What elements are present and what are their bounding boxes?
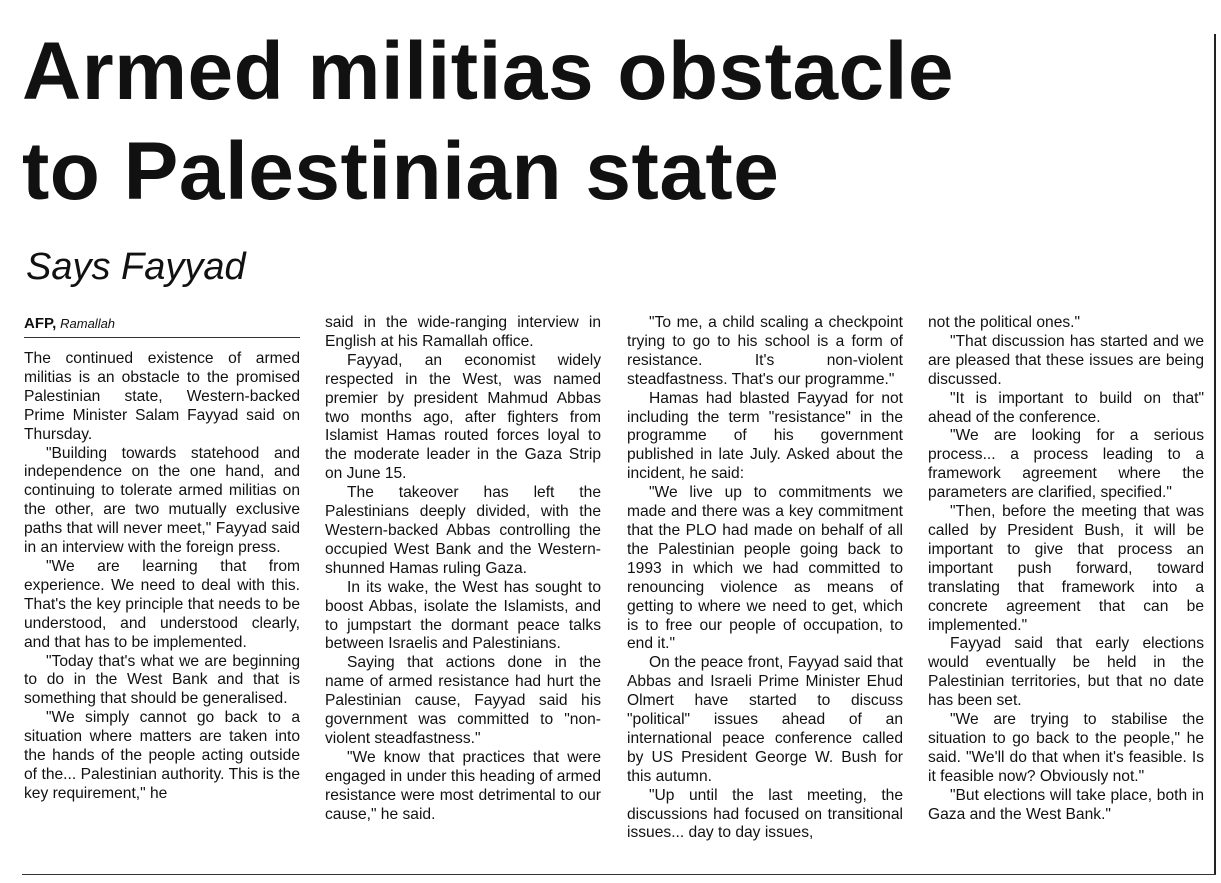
paragraph: "We are looking for a serious process... a process leading to a framework agreement where the parameters are clarified, specified." <box>928 427 1204 502</box>
column-4 <box>928 314 1204 824</box>
paragraph: "We know that practices that were engaged in under this heading of armed resistance were most detrimental to our cause," he said. <box>325 748 601 823</box>
headline-line-2: to Palestinian state <box>22 126 780 217</box>
paragraph: "We simply cannot go back to a situation where matters are taken into the hands of the people acting outside of the... Palestinian authority. This is the key requirement," he <box>24 709 300 802</box>
paragraph: "But elections will take place, both in Gaza and the West Bank." <box>928 786 1204 823</box>
column-1 <box>24 314 300 804</box>
paragraph: not the political ones." <box>928 314 1081 331</box>
paragraph: The continued existence of armed militias is an obstacle to the promised Palestinian state, Western-backed Prime Minister Salam Fayyad said on Thursday. <box>24 350 300 443</box>
paragraph: Fayyad, an economist widely respected in the West, was named premier by president Mahmud Abbas two months ago, after fighters from Islamist Hamas routed forces loyal to the moderate leader in the Gaza Strip on June 15. <box>325 351 601 483</box>
paragraph: "Then, before the meeting that was called by President Bush, it will be important to give that process an important push forward, toward translating that framework into a concrete agreement that can be implemented." <box>928 503 1204 634</box>
paragraph: Hamas had blasted Fayyad for not including the term "resistance" in the programme of his government published in late July. Asked about the incident, he said: <box>627 389 903 483</box>
paragraph: "That discussion has started and we are pleased that these issues are being discussed. <box>928 332 1204 388</box>
byline <box>24 314 300 338</box>
byline-agency: AFP, <box>24 315 57 332</box>
headline-line-1: Armed militias obstacle <box>22 26 955 117</box>
paragraph: Fayyad said that early elections would eventually be held in the Palestinian territories, but that no date has been set. <box>928 635 1204 710</box>
paragraph: "Today that's what we are beginning to do in the West Bank and that is something that should be generalised. <box>24 652 300 708</box>
bottom-rule <box>22 874 1216 875</box>
column-3 <box>627 314 903 843</box>
paragraph: "Up until the last meeting, the discussions had focused on transitional issues... day to day issues, <box>627 786 903 842</box>
paragraph: "We are trying to stabilise the situation to go back to the people," he said. "We'll do that when it's feasible. Is it feasible now? Obviously not." <box>928 711 1204 785</box>
paragraph: said in the wide-ranging interview in English at his Ramallah office. <box>325 314 601 350</box>
paragraph: "To me, a child scaling a checkpoint trying to go to his school is a form of resistance. It's non-violent steadfastness. That's our programme." <box>627 314 903 388</box>
paragraph: "It is important to build on that" ahead of the conference. <box>928 389 1204 426</box>
paragraph: In its wake, the West has sought to boost Abbas, isolate the Islamists, and to jumpstart the dormant peace talks between Israelis and Palestinians. <box>325 578 601 653</box>
right-border-rule <box>1214 34 1216 874</box>
paragraph: On the peace front, Fayyad said that Abbas and Israeli Prime Minister Ehud Olmert have started to discuss "political" issues ahead of an international peace conference called by US President George W. Bush for this autumn. <box>627 654 903 785</box>
paragraph: The takeover has left the Palestinians deeply divided, with the Western-backed Abbas controlling the occupied West Bank and the Western-shunned Hamas ruling Gaza. <box>325 484 601 577</box>
paragraph: Saying that actions done in the name of armed resistance had hurt the Palestinian cause, Fayyad said his government was committed to "non-violent steadfastness." <box>325 654 601 747</box>
paragraph: "We live up to commitments we made and there was a key commitment that the PLO had made on behalf of all the Palestinian people going back to 1993 in which we had committed to renouncing violence as means of getting to where we need to get, which is to free our people of occupation, to end it." <box>627 484 903 653</box>
paragraph: "Building towards statehood and independence on the one hand, and continuing to tolerate armed militias on the other, are two mutually exclusive paths that will never meet," Fayyad said in an interview with the foreign press. <box>24 444 300 557</box>
subheadline: Says Fayyad <box>26 246 246 288</box>
byline-place: Ramallah <box>60 316 116 331</box>
paragraph: "We are learning that from experience. We need to deal with this. That's the key principle that needs to be understood, and understood clearly, and that has to be implemented. <box>24 557 300 651</box>
column-2 <box>325 314 601 824</box>
headline <box>22 22 954 222</box>
